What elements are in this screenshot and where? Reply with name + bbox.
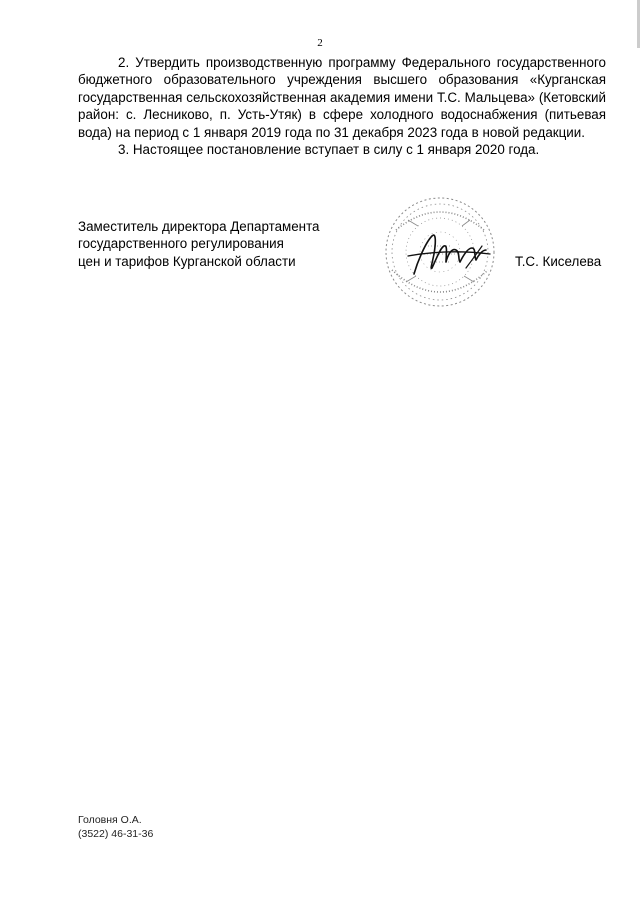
signatory-position-line: цен и тарифов Курганской области [78,253,296,269]
page-number: 2 [317,37,323,49]
official-stamp-with-signature [378,190,518,318]
signatory-position-line: Заместитель директора Департамента [78,219,320,234]
signatory-name: Т.С. Киселева [515,254,602,269]
signatory-position [78,218,320,270]
paragraph-approve-program: 2. Утвердить производственную программу Федерального государственного бюджетного образовательного учреждения высшего образования «Курганская государственная сельскохозяйственная академия имени Т.С. Мальцева» (Кетовский район: с. Лесниково, п. Усть-Утяк) в сфере холодного водоснабжения (питьевая вода) на период с 1 января 2019 года по 31 декабря 2023 года в новой редакции. [78,55,606,140]
document-body [78,54,606,158]
executor-name: Головня О.А. [78,814,142,826]
executor-info [78,813,153,841]
paragraph-effective-date: 3. Настоящее постановление вступает в силу с 1 января 2020 года. [118,142,540,158]
executor-phone: (3522) 46-31-36 [78,828,154,840]
signatory-position-line: государственного регулирования [78,236,284,252]
handwritten-signature [408,235,490,274]
